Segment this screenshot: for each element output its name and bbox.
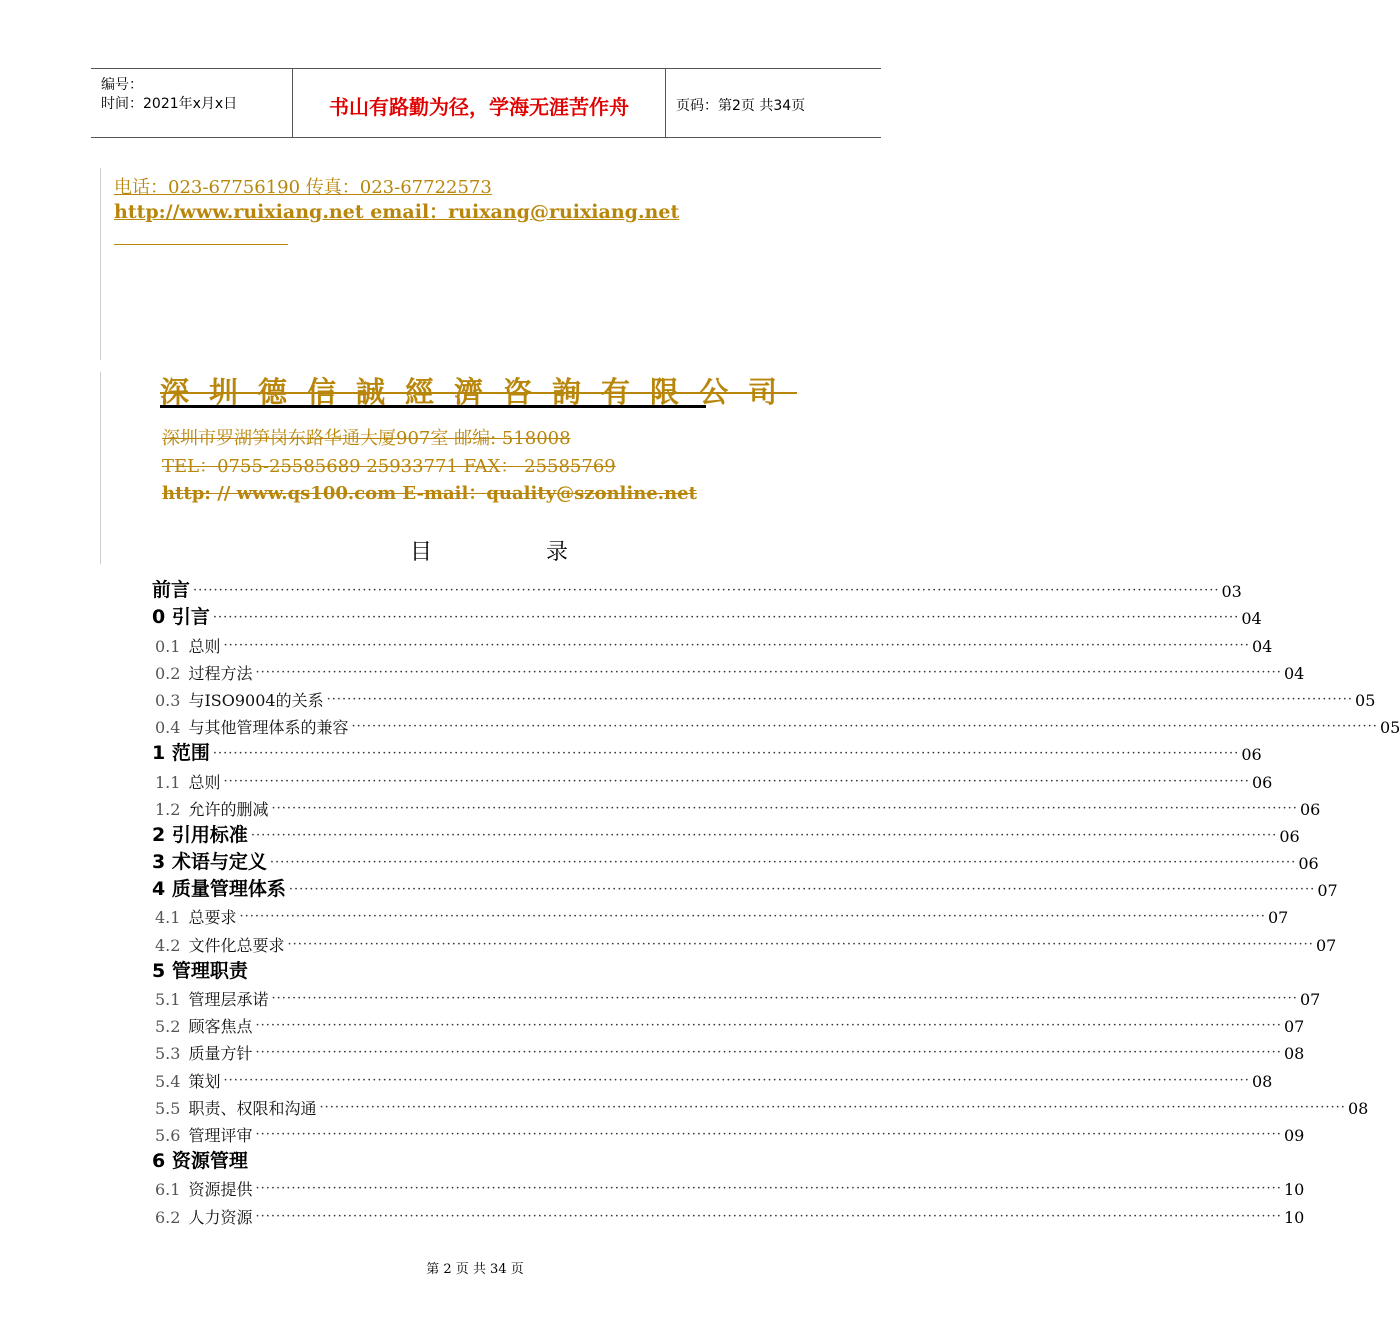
toc-title xyxy=(410,535,568,566)
toc-entry[interactable] xyxy=(152,1010,1305,1037)
toc-entry[interactable] xyxy=(152,602,1262,629)
toc-entry-page: 05 xyxy=(1379,718,1400,738)
toc-entry-page: 08 xyxy=(1251,1071,1273,1091)
toc-entry-label: 6.2 人力资源 xyxy=(155,1207,253,1227)
toc-entry[interactable] xyxy=(152,820,1300,847)
toc-entry[interactable] xyxy=(152,1064,1273,1091)
toc-entry-label: 0.1 总则 xyxy=(155,636,221,656)
toc-entry-page: 07 xyxy=(1317,881,1338,901)
toc-entry[interactable] xyxy=(152,711,1400,738)
toc-entry-page: 04 xyxy=(1241,609,1262,629)
toc-entry-label: 0.2 过程方法 xyxy=(155,663,253,683)
toc-leader-dots: ········································································································································································································ xyxy=(288,882,1316,898)
toc-title-left: 目 xyxy=(410,540,433,565)
toc-entry-number: 5.1 xyxy=(155,990,181,1009)
toc-leader-dots: ········································································································································································································ xyxy=(223,1072,1250,1088)
toc-entry-label: 5.6 管理评审 xyxy=(155,1125,253,1145)
toc-entry-label: 3 术语与定义 xyxy=(152,851,267,874)
toc-entry-number: 5.2 xyxy=(155,1017,181,1037)
toc-entry-page: 06 xyxy=(1299,799,1321,819)
toc-leader-dots: ········································································································································································································ xyxy=(223,637,1250,653)
toc-leader-dots: ········································································································································································································ xyxy=(250,827,1278,843)
toc-entry-label: 0.4 与其他管理体系的兼容 xyxy=(155,718,349,738)
toc-entry[interactable] xyxy=(152,1200,1305,1227)
toc-entry[interactable] xyxy=(152,765,1273,792)
toc-entry[interactable] xyxy=(152,1092,1369,1119)
toc-leader-dots: ········································································································································································································ xyxy=(255,1018,1282,1034)
toc-entry-label: 6.1 资源提供 xyxy=(155,1180,253,1200)
toc-entry[interactable] xyxy=(152,983,1321,1010)
company-address: 深圳市罗湖笋岗东路华通大厦907室 邮编: 518008 xyxy=(162,428,571,449)
page-footer: 第 2 页 共 34 页 xyxy=(426,1262,524,1277)
toc-entry-page: 08 xyxy=(1283,1044,1305,1064)
toc-entry-page: 08 xyxy=(1347,1098,1369,1118)
toc-title-right: 录 xyxy=(546,540,569,565)
toc-entry-label: 5.3 质量方针 xyxy=(155,1044,253,1064)
toc-entry-page: 06 xyxy=(1241,745,1262,765)
toc-leader-dots: ········································································································································································································ xyxy=(271,800,1298,816)
toc-entry-label: 5 管理职责 xyxy=(152,959,248,982)
toc-entry[interactable] xyxy=(152,956,832,983)
margin-line xyxy=(100,372,101,564)
toc-entry-page: 04 xyxy=(1283,663,1305,683)
toc-entry-number: 5.4 xyxy=(155,1071,181,1091)
toc-leader-dots: ········································································································································································································ xyxy=(223,773,1250,789)
toc-entry-number: 1.2 xyxy=(155,799,181,819)
toc-entry-label: 6 资源管理 xyxy=(152,1150,248,1173)
toc-leader-dots: ········································································································································································································ xyxy=(255,664,1282,680)
toc-entry[interactable] xyxy=(152,1173,1305,1200)
toc-entry-number: 0.1 xyxy=(155,636,181,656)
toc-entry-label: 0 引言 xyxy=(152,606,210,629)
toc-entry[interactable] xyxy=(152,629,1273,656)
header-info-cell xyxy=(91,69,293,137)
toc-entry-number: 5.6 xyxy=(155,1125,181,1145)
toc-entry-number: 5.5 xyxy=(155,1098,181,1118)
toc-entry-label: 4.1 总要求 xyxy=(155,908,237,928)
company-name: 深圳德信誠經濟咨詢有限公司 xyxy=(160,375,798,409)
toc-entry-number: 4.2 xyxy=(155,935,181,955)
toc-entry-page: 10 xyxy=(1283,1180,1305,1200)
toc-entry-label: 4.2 文件化总要求 xyxy=(155,935,285,955)
toc-entry-label: 2 引用标准 xyxy=(152,823,248,846)
toc-entry-page: 06 xyxy=(1298,854,1319,874)
toc-leader-dots: ········································································································································································································ xyxy=(212,610,1240,626)
toc-entry-number: 6.2 xyxy=(155,1207,181,1227)
toc-entry-number: 6.1 xyxy=(155,1180,181,1200)
toc-entry-number: 0.4 xyxy=(155,718,181,738)
toc-entry[interactable] xyxy=(152,575,1242,602)
toc-leader-dots: ········································································································································································································ xyxy=(351,719,1378,735)
margin-line xyxy=(100,168,101,360)
toc-leader-dots: ········································································································································································································ xyxy=(269,855,1297,871)
toc-entry-page: 07 xyxy=(1299,990,1321,1009)
toc-entry-number: 0.2 xyxy=(155,663,181,683)
toc-entry-label: 5.1 管理层承诺 xyxy=(155,990,269,1009)
toc-entry-page: 09 xyxy=(1283,1125,1305,1145)
toc-entry-page: 06 xyxy=(1279,826,1300,846)
toc-entry[interactable] xyxy=(152,793,1321,820)
toc-entry-page: 07 xyxy=(1283,1017,1305,1037)
toc-entry[interactable] xyxy=(152,847,1319,874)
motto: 书山有路勤为径，学海无涯苦作舟 xyxy=(329,95,629,119)
company-underline xyxy=(160,405,706,408)
toc-leader-dots: ········································································································································································································ xyxy=(212,746,1240,762)
toc-entry-label: 5.4 策划 xyxy=(155,1071,221,1091)
toc-leader-dots: ········································································································································································································ xyxy=(193,583,1220,599)
code-label: 编号： xyxy=(101,77,143,93)
toc-entry[interactable] xyxy=(152,1146,832,1173)
time-label: 时间：2021年x月x日 xyxy=(101,96,238,112)
toc-entry-number: 4.1 xyxy=(155,908,181,928)
header-page-cell xyxy=(666,69,881,137)
toc-entry-label: 5.2 顾客焦点 xyxy=(155,1017,253,1037)
toc-entry-page: 06 xyxy=(1251,772,1273,792)
toc-leader-dots: ········································································································································································································ xyxy=(271,991,1298,1006)
toc-leader-dots: ········································································································································································································ xyxy=(255,1208,1282,1224)
toc-entry-label: 5.5 职责、权限和沟通 xyxy=(155,1098,317,1118)
toc-entry-label: 1.2 允许的删减 xyxy=(155,799,269,819)
toc-entry-page: 07 xyxy=(1267,908,1289,928)
toc-entry-label: 前言 xyxy=(152,579,191,602)
toc-entry[interactable] xyxy=(152,738,1262,765)
toc-entry[interactable] xyxy=(152,657,1305,684)
toc-leader-dots: ········································································································································································································ xyxy=(287,936,1314,952)
toc-entry-number: 0.3 xyxy=(155,690,181,710)
toc-list xyxy=(152,575,1400,1228)
toc-entry-page: 03 xyxy=(1221,582,1242,602)
toc-entry-number: 1.1 xyxy=(155,772,181,792)
page-header xyxy=(91,68,881,138)
toc-entry[interactable] xyxy=(152,684,1376,711)
toc-leader-dots: ········································································································································································································ xyxy=(319,1099,1346,1115)
toc-entry-label: 1.1 总则 xyxy=(155,772,221,792)
toc-entry-number: 5.3 xyxy=(155,1044,181,1064)
toc-entry[interactable] xyxy=(152,1119,1305,1146)
toc-entry[interactable] xyxy=(152,928,1337,955)
toc-entry-page: 05 xyxy=(1355,690,1376,710)
company-tel-fax: TEL：0755-25585689 25933771 FAX： 25585769 xyxy=(162,456,616,477)
toc-entry-page: 04 xyxy=(1251,636,1273,656)
toc-entry-label: 1 范围 xyxy=(152,742,210,765)
toc-leader-dots: ········································································································································································································ xyxy=(326,691,1354,707)
page-label: 页码：第2页 共34页 xyxy=(676,98,806,114)
toc-leader-dots: ········································································································································································································ xyxy=(239,909,1266,925)
phone-fax-link[interactable]: 电话：023-67756190 传真：023-67722573 xyxy=(114,177,492,198)
toc-entry-page: 07 xyxy=(1315,935,1337,955)
toc-entry[interactable] xyxy=(152,874,1338,901)
toc-entry-page: 10 xyxy=(1283,1207,1305,1227)
header-motto-cell xyxy=(293,69,666,137)
toc-entry[interactable] xyxy=(152,1037,1305,1064)
toc-leader-dots: ········································································································································································································ xyxy=(255,1181,1282,1197)
divider xyxy=(114,244,288,245)
company-web-email: http: // www.qs100.com E-mail：quality@szonline.net xyxy=(162,483,697,504)
toc-entry-label: 4 质量管理体系 xyxy=(152,878,286,901)
toc-entry[interactable] xyxy=(152,901,1289,928)
toc-entry-label: 0.3 与ISO9004的关系 xyxy=(155,690,324,710)
toc-leader-dots: ········································································································································································································ xyxy=(255,1045,1282,1061)
web-email-link[interactable]: http://www.ruixiang.net email：ruixang@ruixiang.net xyxy=(114,201,680,223)
toc-leader-dots: ········································································································································································································ xyxy=(255,1126,1282,1142)
